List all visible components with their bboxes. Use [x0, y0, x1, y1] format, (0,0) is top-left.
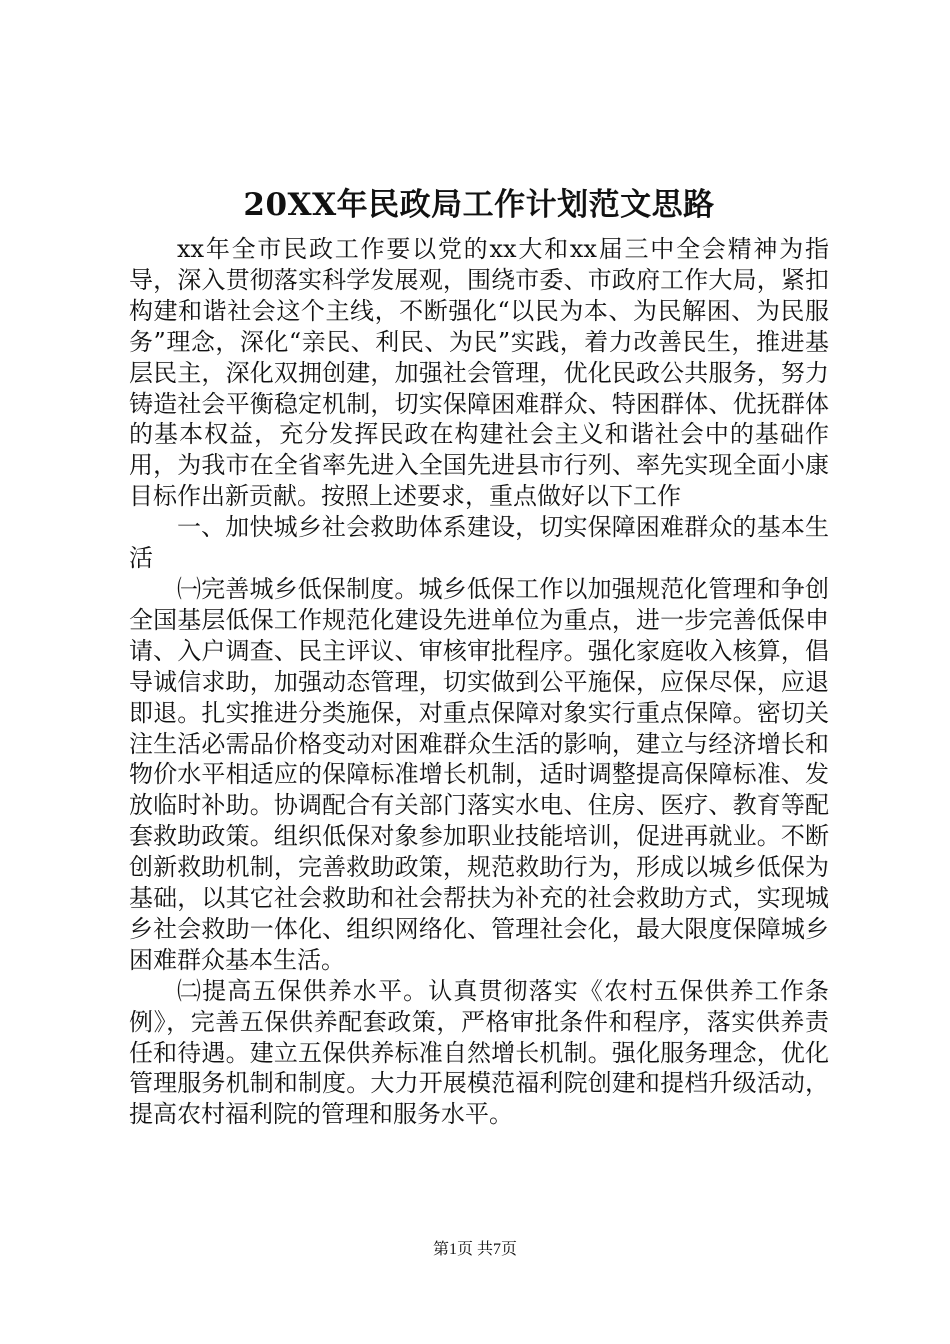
document-body — [129, 182, 829, 1130]
paragraph-intro: xx年全市民政工作要以党的xx大和xx届三中全会精神为指导，深入贯彻落实科学发展观，围绕市委、市政府工作大局，紧扣构建和谐社会这个主线，不断强化“以民为本、为民解困、为民服务”理念，深化“亲民、利民、为民”实践，着力改善民生，推进基层民主，深化双拥创建，加强社会管理，优化民政公共服务，努力铸造社会平衡稳定机制，切实保障困难群众、特困群体、优抚群体的基本权益，充分发挥民政在构建社会主义和谐社会中的基础作用，为我市在全省率先进入全国先进县市行列、率先实现全面小康目标作出新贡献。按照上述要求，重点做好以下工作 — [129, 235, 829, 511]
document-title: 20XX年民政局工作计划范文思路 — [243, 187, 715, 223]
page-number-footer: 第1页 共7页 — [432, 1241, 517, 1258]
paragraph-five-guarantees: ㈡提高五保供养水平。认真贯彻落实《农村五保供养工作条例》，完善五保供养配套政策，严格审批条件和程序，落实供养责任和待遇。建立五保供养标准自然增长机制。强化服务理念，优化管理服务机制和制度。大力开展模范福利院创建和提档升级活动，提高农村福利院的管理和服务水平。 — [129, 976, 829, 1129]
paragraph-subsistence-allowance: ㈠完善城乡低保制度。城乡低保工作以加强规范化管理和争创全国基层低保工作规范化建设先进单位为重点，进一步完善低保申请、入户调查、民主评议、审核审批程序。强化家庭收入核算，倡导诚信求助，加强动态管理，切实做到公平施保，应保尽保，应退即退。扎实推进分类施保，对重点保障对象实行重点保障。密切关注生活必需品价格变动对困难群众生活的影响，建立与经济增长和物价水平相适应的保障标准增长机制，适时调整提高保障标准、发放临时补助。协调配合有关部门落实水电、住房、医疗、教育等配套救助政策。组织低保对象参加职业技能培训，促进再就业。不断创新救助机制，完善救助政策，规范救助行为，形成以城乡低保为基础，以其它社会救助和社会帮扶为补充的社会救助方式，实现城乡社会救助一体化、组织网络化、管理社会化，最大限度保障城乡困难群众基本生活。 — [129, 574, 829, 974]
section-heading-1: 一、加快城乡社会救助体系建设，切实保障困难群众的基本生活 — [129, 513, 829, 573]
